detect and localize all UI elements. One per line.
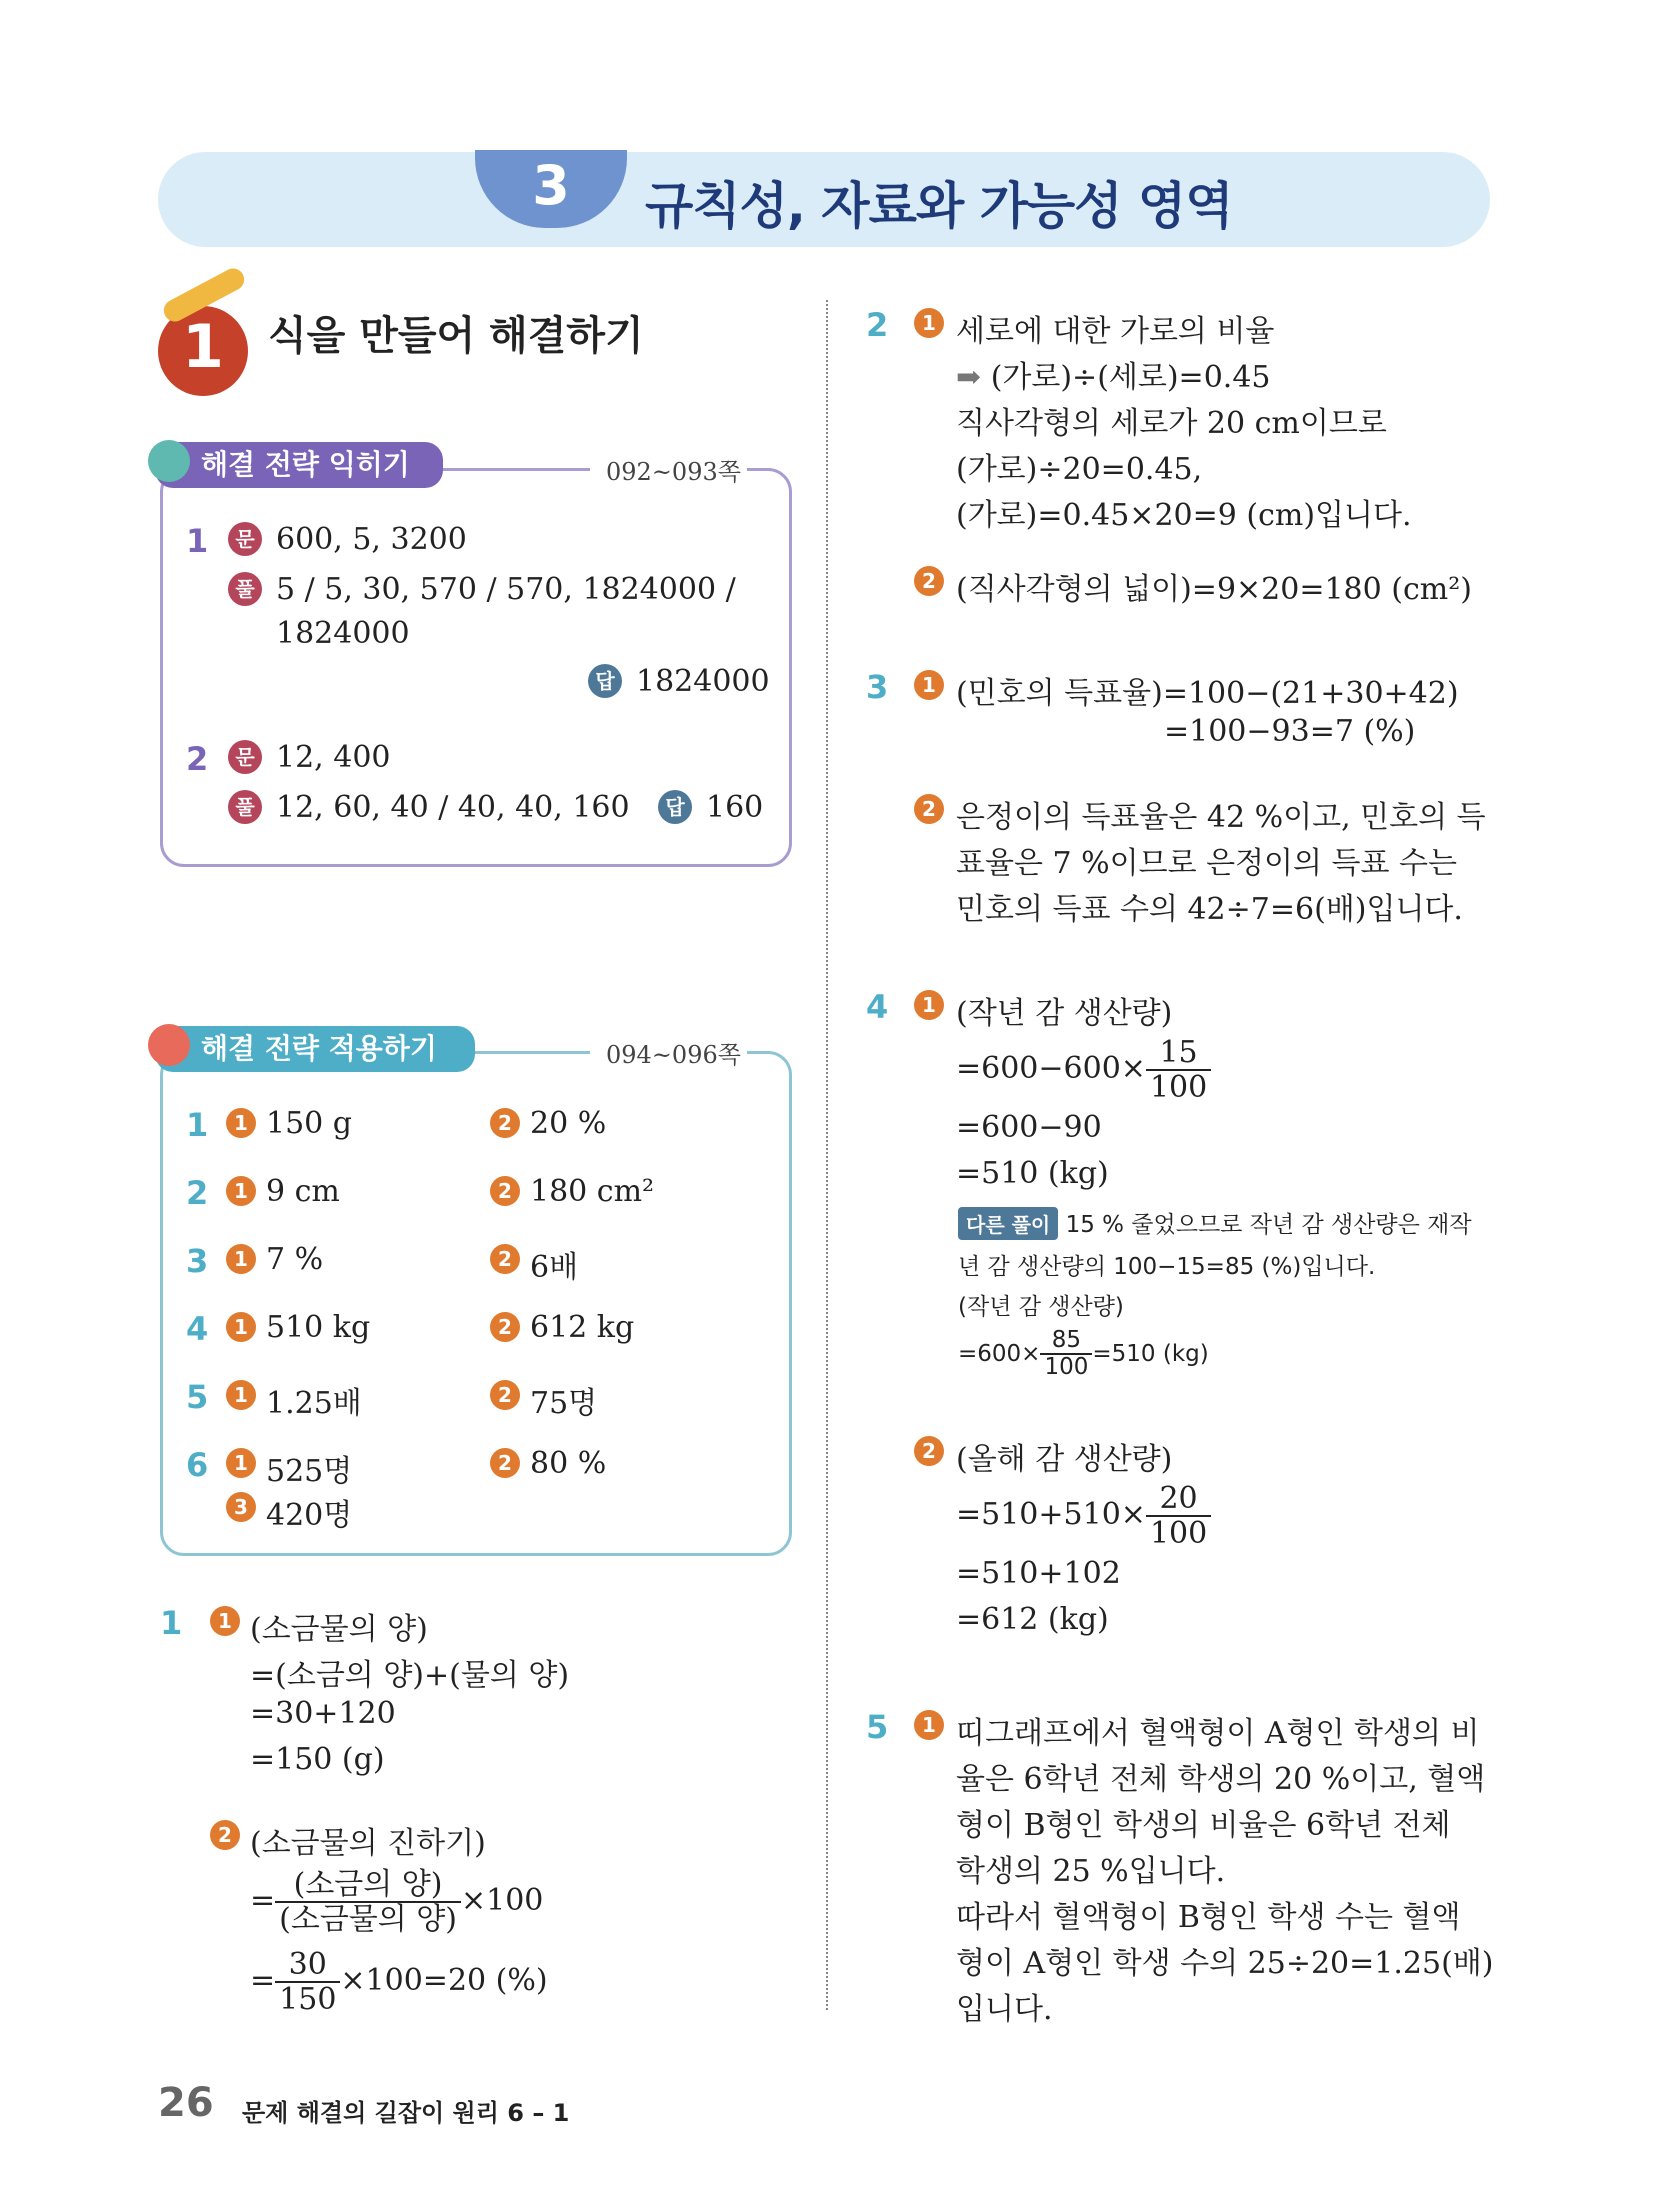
solution-tag: 풀	[228, 790, 262, 824]
box1-answer: 1824000	[636, 664, 770, 699]
part-marker: 2	[490, 1312, 520, 1342]
part-marker: 1	[914, 670, 944, 700]
answer-part1: 150 g	[266, 1106, 353, 1141]
box2-label: 해결 전략 적용하기	[155, 1026, 475, 1072]
sol4-line: (작년 감 생산량)	[956, 996, 1173, 1031]
sol5-line: 학생의 25 %입니다.	[956, 1854, 1226, 1889]
part-marker: 1	[226, 1380, 256, 1410]
fraction-denominator: 150	[279, 1982, 337, 2017]
fraction-numerator: 85	[1040, 1328, 1092, 1355]
part-marker: 1	[914, 990, 944, 1020]
answer-row-number: 3	[186, 1242, 209, 1280]
section-title: 식을 만들어 해결하기	[268, 313, 644, 359]
box2-page-ref: 094~096쪽	[600, 1035, 747, 1070]
book-title: 문제 해결의 길잡이 원리 6 – 1	[242, 2099, 570, 2127]
sol4-fraction-line	[956, 1482, 1211, 1550]
box1-solution-line: 5 / 5, 30, 570 / 570, 1824000 /	[276, 572, 736, 607]
fraction-numerator: 20	[1146, 1482, 1211, 1517]
section-number: 1	[182, 312, 224, 382]
answer-part1: 525명	[266, 1454, 353, 1489]
sol4-text: =510+510×	[956, 1497, 1146, 1532]
part-marker: 1	[226, 1244, 256, 1274]
chapter-number: 3	[532, 154, 570, 217]
sol4-line: =510 (kg)	[956, 1156, 1109, 1191]
answer-tag: 답	[658, 790, 692, 824]
sol3-line: 민호의 득표 수의 42÷7=6(배)입니다.	[956, 892, 1463, 927]
chapter-title: 규칙성, 자료와 가능성 영역	[645, 177, 1233, 235]
sol5-line: 율은 6학년 전체 학생의 20 %이고, 혈액	[956, 1762, 1486, 1797]
part-marker: 2	[490, 1176, 520, 1206]
sol3-line: =100−93=7 (%)	[1164, 714, 1416, 749]
mascot-icon	[148, 1024, 190, 1066]
sol1-line: =30+120	[250, 1696, 396, 1731]
sol2-line: (가로)÷20=0.45,	[956, 452, 1203, 487]
box1-item-number: 1	[186, 522, 209, 560]
part-marker: 1	[226, 1312, 256, 1342]
solution-number: 5	[866, 1708, 889, 1746]
sol1-tail: ×100	[461, 1883, 544, 1918]
part-marker: 1	[914, 308, 944, 338]
sol1-line: (소금물의 진하기)	[250, 1826, 486, 1861]
fraction-numerator: 15	[1146, 1036, 1211, 1071]
answer-part2: 20 %	[530, 1106, 607, 1141]
answer-part2: 6배	[530, 1250, 579, 1285]
part-marker: 2	[914, 1436, 944, 1466]
sol3-line: (민호의 득표율)=100−(21+30+42)	[956, 676, 1459, 711]
sol2-line: 직사각형의 세로가 20 cm이므로	[956, 406, 1387, 441]
solution-number: 4	[866, 988, 889, 1026]
sol4-line: =510+102	[956, 1556, 1121, 1591]
alt-solution-line: 년 감 생산량의 100−15=85 (%)입니다.	[958, 1254, 1376, 1280]
part-marker: 1	[226, 1176, 256, 1206]
answer-part2: 80 %	[530, 1446, 607, 1481]
sol1-tail: ×100=20 (%)	[340, 1963, 548, 1998]
answer-part2: 612 kg	[530, 1310, 635, 1345]
sol5-line: 형이 A형인 학생 수의 25÷20=1.25(배)	[956, 1946, 1494, 1981]
alt-solution-line: (작년 감 생산량)	[958, 1294, 1124, 1320]
sol4-fraction-line	[956, 1036, 1211, 1104]
solution-tag: 풀	[228, 572, 262, 606]
answer-row-number: 1	[186, 1106, 209, 1144]
box1-item-number: 2	[186, 740, 209, 778]
fraction-denominator: (소금물의 양)	[279, 1902, 457, 1937]
sol2-line: (가로)=0.45×20=9 (cm)입니다.	[956, 498, 1412, 533]
answer-row-number: 2	[186, 1174, 209, 1212]
box1-question: 12, 400	[276, 740, 391, 775]
box1-page-ref: 092~093쪽	[600, 452, 747, 487]
box1-solution-line: 12, 60, 40 / 40, 40, 160	[276, 790, 630, 825]
part-marker: 1	[914, 1710, 944, 1740]
sol5-line: 따라서 혈액형이 B형인 학생 수는 혈액	[956, 1900, 1461, 1935]
fraction-denominator: 100	[1149, 1070, 1208, 1105]
sol2-text: (가로)÷(세로)=0.45	[990, 360, 1271, 395]
sol5-line: 띠그래프에서 혈액형이 A형인 학생의 비	[956, 1716, 1480, 1751]
sol4-text: =600−600×	[956, 1051, 1146, 1086]
answer-part3: 420명	[266, 1498, 353, 1533]
sol2-line	[956, 352, 1271, 396]
fraction-denominator: 100	[1149, 1516, 1208, 1551]
arrow-icon: ➡	[956, 360, 991, 395]
sol1-fraction-line: = $\frac{30}{150}$ ×100=20 (%)	[250, 1947, 548, 2017]
part-marker: 2	[490, 1380, 520, 1410]
sol3-line: 은정이의 득표율은 42 %이고, 민호의 득	[956, 800, 1486, 835]
answer-part1: 510 kg	[266, 1310, 371, 1345]
sol1-fraction-line: = $\frac{\text{(소금의 양)}}{\text{(소금물의 양)}}$ ×100	[250, 1867, 544, 1937]
part-marker: 2	[490, 1244, 520, 1274]
box1-question: 600, 5, 3200	[276, 522, 467, 557]
alt-text: 15 % 줄었으므로 작년 감 생산량은 재작	[1065, 1212, 1472, 1238]
part-marker: 2	[914, 566, 944, 596]
fraction-numerator: (소금의 양)	[275, 1868, 461, 1903]
solution-number: 3	[866, 668, 889, 706]
sol5-line: 형이 B형인 학생의 비율은 6학년 전체	[956, 1808, 1451, 1843]
answer-part1: 9 cm	[266, 1174, 340, 1209]
alt-text: =510 (kg)	[1092, 1340, 1209, 1367]
answer-part1: 1.25배	[266, 1386, 362, 1421]
answer-row-number: 4	[186, 1310, 209, 1348]
sol4-line: =600−90	[956, 1110, 1102, 1145]
part-marker: 1	[210, 1606, 240, 1636]
part-marker: 3	[226, 1492, 256, 1522]
sol4-line: =612 (kg)	[956, 1602, 1109, 1637]
solution-number: 2	[866, 306, 889, 344]
mascot-icon	[148, 440, 190, 482]
answer-part1: 7 %	[266, 1242, 324, 1277]
part-marker: 1	[226, 1448, 256, 1478]
fraction-numerator: 30	[275, 1948, 340, 1983]
sol3-line: 표율은 7 %이므로 은정이의 득표 수는	[956, 846, 1457, 881]
question-tag: 문	[228, 740, 262, 774]
sol4-line: (올해 감 생산량)	[956, 1442, 1173, 1477]
alt-fraction-line	[958, 1328, 1209, 1381]
answer-tag: 답	[588, 664, 622, 698]
answer-part2: 75명	[530, 1386, 598, 1421]
alt-solution-line	[958, 1206, 1472, 1240]
answer-row-number: 6	[186, 1446, 209, 1484]
alt-solution-tag: 다른 풀이	[958, 1207, 1058, 1240]
part-marker: 2	[914, 794, 944, 824]
sol1-line: =(소금의 양)+(물의 양)	[250, 1658, 570, 1693]
answer-row-number: 5	[186, 1378, 209, 1416]
sol2-line: 세로에 대한 가로의 비율	[956, 314, 1275, 349]
box1-label: 해결 전략 익히기	[155, 442, 443, 488]
sol1-line: =150 (g)	[250, 1742, 385, 1777]
box1-answer: 160	[706, 790, 764, 825]
answer-part2: 180 cm²	[530, 1174, 655, 1209]
alt-text: =600×	[958, 1340, 1041, 1367]
column-divider	[826, 300, 828, 2010]
sol2-line: (직사각형의 넓이)=9×20=180 (cm²)	[956, 572, 1472, 607]
sol5-line: 입니다.	[956, 1992, 1053, 2027]
box1-solution-line: 1824000	[276, 616, 410, 651]
part-marker: 2	[210, 1820, 240, 1850]
solution-number: 1	[160, 1604, 183, 1642]
part-marker: 1	[226, 1108, 256, 1138]
fraction-denominator: 100	[1044, 1354, 1089, 1381]
question-tag: 문	[228, 522, 262, 556]
part-marker: 2	[490, 1448, 520, 1478]
sol1-line: (소금물의 양)	[250, 1612, 428, 1647]
page-number: 26	[158, 2080, 214, 2126]
part-marker: 2	[490, 1108, 520, 1138]
